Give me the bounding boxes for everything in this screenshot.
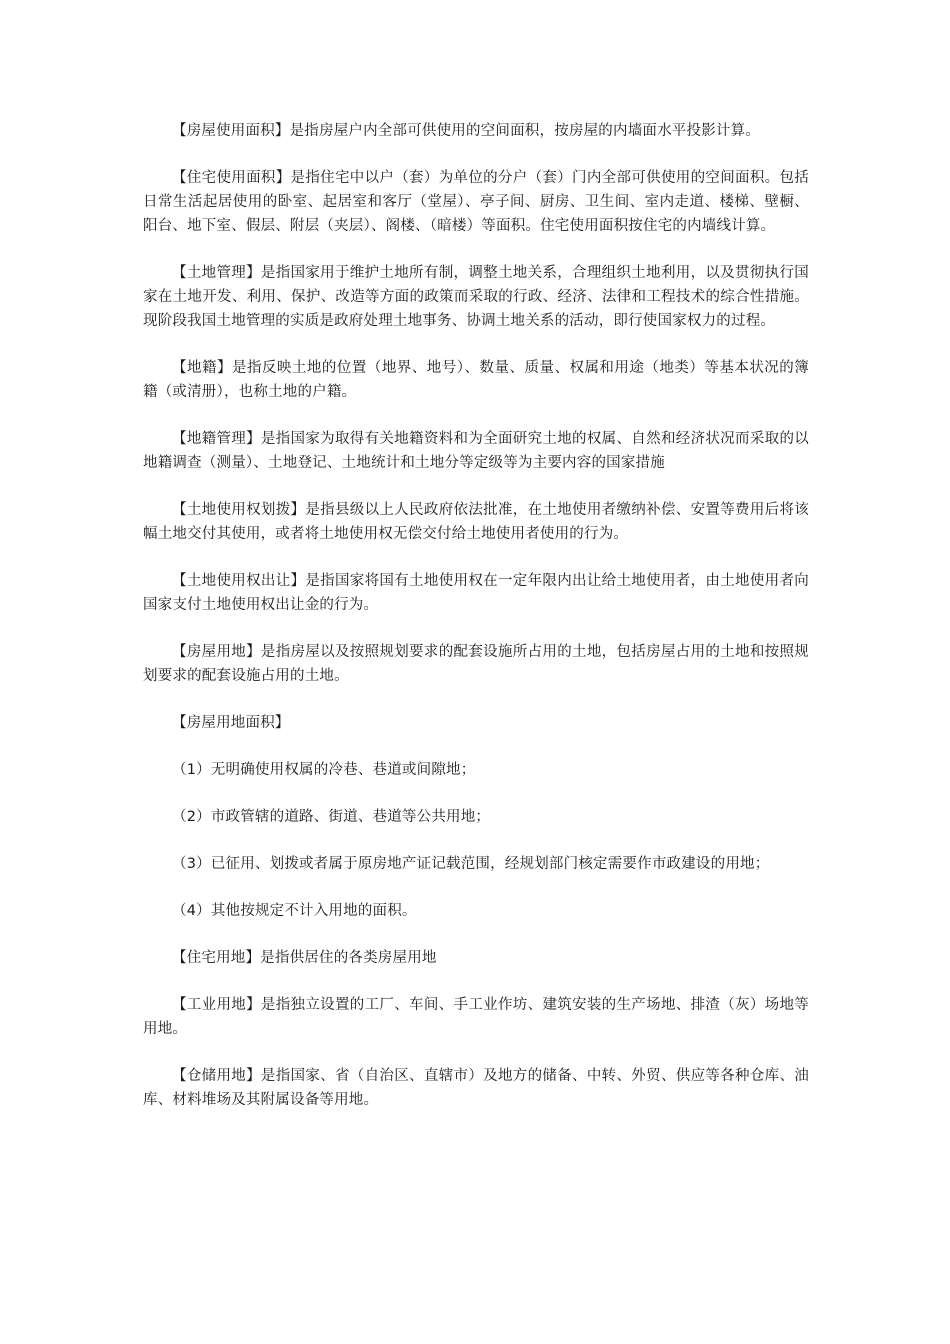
paragraph-industrial-land: 【工业用地】是指独立设置的工厂、车间、手工业作坊、建筑安装的生产场地、排渣（灰）场地等用地。 [143, 997, 809, 1037]
list-item-2: （2）市政管辖的道路、街道、巷道等公共用地； [172, 809, 491, 825]
paragraph-land-use-right-transfer: 【土地使用权出让】是指国家将国有土地使用权在一定年限内出让给土地使用者，由土地使用者向国家支付土地使用权出让金的行为。 [143, 573, 809, 613]
paragraph-storage-land: 【仓储用地】是指国家、省（自治区、直辖市）及地方的储备、中转、外贸、供应等各种仓库、油库、材料堆场及其附属设备等用地。 [143, 1068, 809, 1108]
document-page [143, 119, 809, 1135]
list-item-1: （1）无明确使用权属的冷巷、巷道或间隙地； [172, 762, 476, 778]
paragraph-land-use-right-allocation: 【土地使用权划拨】是指县级以上人民政府依法批准，在土地使用者缴纳补偿、安置等费用后将该幅土地交付其使用，或者将土地使用权无偿交付给土地使用者使用的行为。 [143, 502, 809, 542]
paragraph-land-management: 【土地管理】是指国家用于维护土地所有制，调整土地关系，合理组织土地利用，以及贯彻执行国家在土地开发、利用、保护、改造等方面的政策而采取的行政、经济、法律和工程技术的综合性措施。现阶段我国土地管理的实质是政府处理土地事务、协调土地关系的活动，即行使国家权力的过程。 [143, 265, 809, 329]
paragraph-cadastral-management: 【地籍管理】是指国家为取得有关地籍资料和为全面研究土地的权属、自然和经济状况而采取的以地籍调查（测量）、土地登记、土地统计和土地分等定级等为主要内容的国家措施 [143, 431, 809, 471]
paragraph-housing-land: 【房屋用地】是指房屋以及按照规划要求的配套设施所占用的土地，包括房屋占用的土地和按照规划要求的配套设施占用的土地。 [143, 644, 809, 684]
paragraph-cadastre: 【地籍】是指反映土地的位置（地界、地号）、数量、质量、权属和用途（地类）等基本状况的簿籍（或清册），也称土地的户籍。 [143, 360, 809, 400]
paragraph-housing-land-area: 【房屋用地面积】 [172, 715, 290, 731]
paragraph-residential-usable-area: 【住宅使用面积】是指住宅中以户（套）为单位的分户（套）门内全部可供使用的空间面积。包括日常生活起居使用的卧室、起居室和客厅（堂屋）、亭子间、厨房、卫生间、室内走道、楼梯、壁橱、阳台、地下室、假层、附层（夹层）、阁楼、（暗楼）等面积。住宅使用面积按住宅的内墙线计算。 [143, 170, 809, 234]
list-item-4: （4）其他按规定不计入用地的面积。 [172, 903, 417, 919]
list-item-3: （3）已征用、划拨或者属于原房地产证记载范围，经规划部门核定需要作市政建设的用地； [172, 856, 770, 872]
paragraph-housing-usable-area: 【房屋使用面积】是指房屋户内全部可供使用的空间面积，按房屋的内墙面水平投影计算。 [172, 123, 760, 139]
paragraph-residential-land: 【住宅用地】是指供居住的各类房屋用地 [172, 950, 437, 966]
